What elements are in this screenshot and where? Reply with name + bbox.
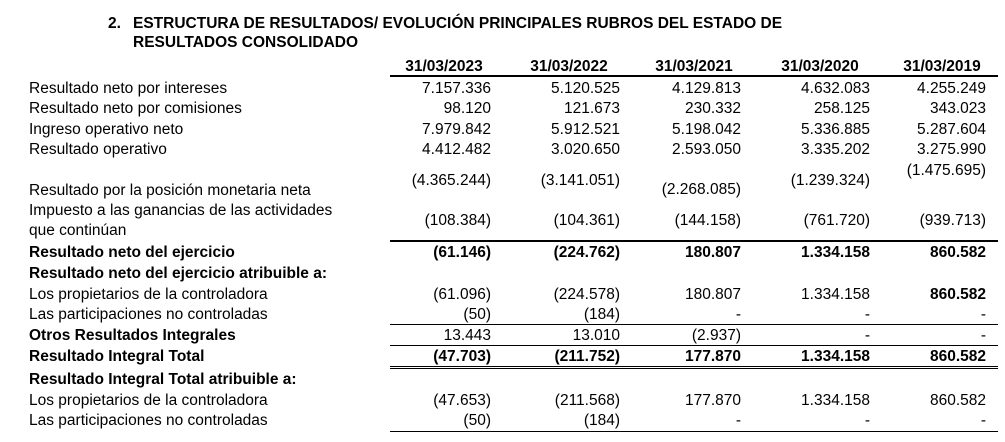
row-label: Ingreso operativo neto [29, 121, 184, 138]
section-number: 2. [108, 15, 121, 32]
table-cell: - [864, 327, 870, 344]
column-header: 31/03/2022 [530, 58, 608, 75]
table-cell: 5.912.521 [551, 121, 620, 138]
table-row [0, 369, 1005, 390]
table-cell: - [735, 306, 741, 323]
table-cell: 177.870 [684, 348, 741, 365]
table-row [0, 160, 1005, 202]
table-cell: 1.334.158 [801, 392, 870, 409]
table-cell: (184) [583, 412, 620, 429]
table-row [0, 304, 1005, 325]
table-cell: (211.568) [554, 392, 620, 409]
table-cell: 121.673 [563, 100, 620, 117]
column-header: 31/03/2019 [903, 58, 981, 75]
table-cell: 1.334.158 [801, 244, 870, 261]
table-row [0, 78, 1005, 99]
table-cell: (3.141.051) [540, 172, 620, 189]
table-row [0, 346, 1005, 367]
table-cell: - [980, 306, 986, 323]
row-label: Las participaciones no controladas [29, 306, 268, 323]
table-cell: 5.336.885 [801, 121, 870, 138]
table-cell: 7.157.336 [422, 80, 491, 97]
table-row [0, 410, 1005, 431]
table-cell: - [735, 412, 741, 429]
table-cell: (61.146) [433, 244, 491, 261]
table-row [0, 263, 1005, 284]
table-cell: (108.384) [424, 212, 491, 229]
table-cell: - [980, 327, 986, 344]
row-label: Resultado Integral Total [29, 348, 205, 365]
table-cell: 13.443 [443, 327, 491, 344]
table-cell: 860.582 [929, 286, 986, 303]
header-underline [390, 75, 998, 77]
table-row [0, 390, 1005, 411]
table-row [0, 284, 1005, 305]
table-cell: 2.593.050 [672, 141, 741, 158]
table-row [0, 119, 1005, 140]
table-cell: (50) [463, 412, 491, 429]
table-cell: 860.582 [929, 348, 986, 365]
table-cell: 5.198.042 [672, 121, 741, 138]
table-cell: (1.475.695) [906, 162, 986, 179]
table-cell: 4.632.083 [801, 80, 870, 97]
table-cell: (50) [463, 306, 491, 323]
table-cell: (1.239.324) [790, 172, 870, 189]
table-cell: (47.703) [433, 348, 491, 365]
table-cell: (61.096) [433, 286, 491, 303]
table-cell: (2.937) [691, 327, 741, 344]
table-cell: (761.720) [803, 212, 870, 229]
row-label: Los propietarios de la controladora [29, 286, 268, 303]
table-cell: 3.275.990 [917, 141, 986, 158]
table-cell: (47.653) [433, 392, 491, 409]
table-cell: 860.582 [929, 244, 986, 261]
row-label: Otros Resultados Integrales [29, 327, 236, 344]
table-cell: 860.582 [929, 392, 986, 409]
row-label: Resultado operativo [29, 141, 167, 158]
table-cell: 258.125 [813, 100, 870, 117]
table-cell: 13.010 [572, 327, 620, 344]
table-cell: 180.807 [684, 244, 741, 261]
table-row [0, 200, 1005, 242]
section-title: ESTRUCTURA DE RESULTADOS/ EVOLUCIÓN PRINCIPALES RUBROS DEL ESTADO DE RESULTADOS CONSOLIDADO [133, 15, 783, 51]
table-cell: - [980, 412, 986, 429]
row-label: Las participaciones no controladas [29, 412, 268, 429]
table-cell: (224.578) [553, 286, 620, 303]
row-label: que continúan [29, 222, 127, 239]
table-cell: - [864, 306, 870, 323]
row-label: Resultado neto del ejercicio atribuible a: [29, 265, 328, 282]
row-label: Resultado neto del ejercicio [29, 244, 235, 261]
table-cell: (939.713) [919, 212, 986, 229]
column-header-row [0, 56, 1005, 77]
row-label: Los propietarios de la controladora [29, 392, 268, 409]
table-cell: 98.120 [443, 100, 491, 117]
table-cell: 1.334.158 [801, 348, 870, 365]
table-cell: 4.129.813 [672, 80, 741, 97]
table-row [0, 139, 1005, 160]
table-cell: 177.870 [684, 392, 741, 409]
table-cell: (224.762) [553, 244, 620, 261]
table-row [0, 98, 1005, 119]
row-label: Resultado por la posición monetaria neta [29, 182, 311, 199]
row-label: Resultado Integral Total atribuible a: [29, 371, 297, 388]
bottom-line [390, 431, 998, 432]
table-cell: (2.268.085) [661, 181, 741, 198]
table-cell: - [864, 412, 870, 429]
row-label: Resultado neto por intereses [29, 80, 228, 97]
table-cell: 7.979.842 [422, 121, 491, 138]
table-cell: 230.332 [684, 100, 741, 117]
table-cell: 5.120.525 [551, 80, 620, 97]
table-cell: 4.255.249 [917, 80, 986, 97]
table-cell: (184) [583, 306, 620, 323]
column-header: 31/03/2023 [405, 58, 483, 75]
table-cell: 4.412.482 [422, 141, 491, 158]
row-label: Resultado neto por comisiones [29, 100, 242, 117]
table-cell: 3.020.650 [551, 141, 620, 158]
table-cell: 3.335.202 [801, 141, 870, 158]
table-row [0, 325, 1005, 346]
table-cell: (4.365.244) [411, 172, 491, 189]
table-cell: (144.158) [674, 212, 741, 229]
column-header: 31/03/2021 [655, 58, 733, 75]
table-row [0, 242, 1005, 263]
table-cell: (104.361) [553, 212, 620, 229]
row-label: Impuesto a las ganancias de las actividades [29, 202, 333, 219]
table-cell: 5.287.604 [917, 121, 986, 138]
column-header: 31/03/2020 [781, 58, 859, 75]
table-cell: 343.023 [929, 100, 986, 117]
table-cell: 180.807 [684, 286, 741, 303]
table-cell: (211.752) [554, 348, 620, 365]
table-cell: 1.334.158 [801, 286, 870, 303]
